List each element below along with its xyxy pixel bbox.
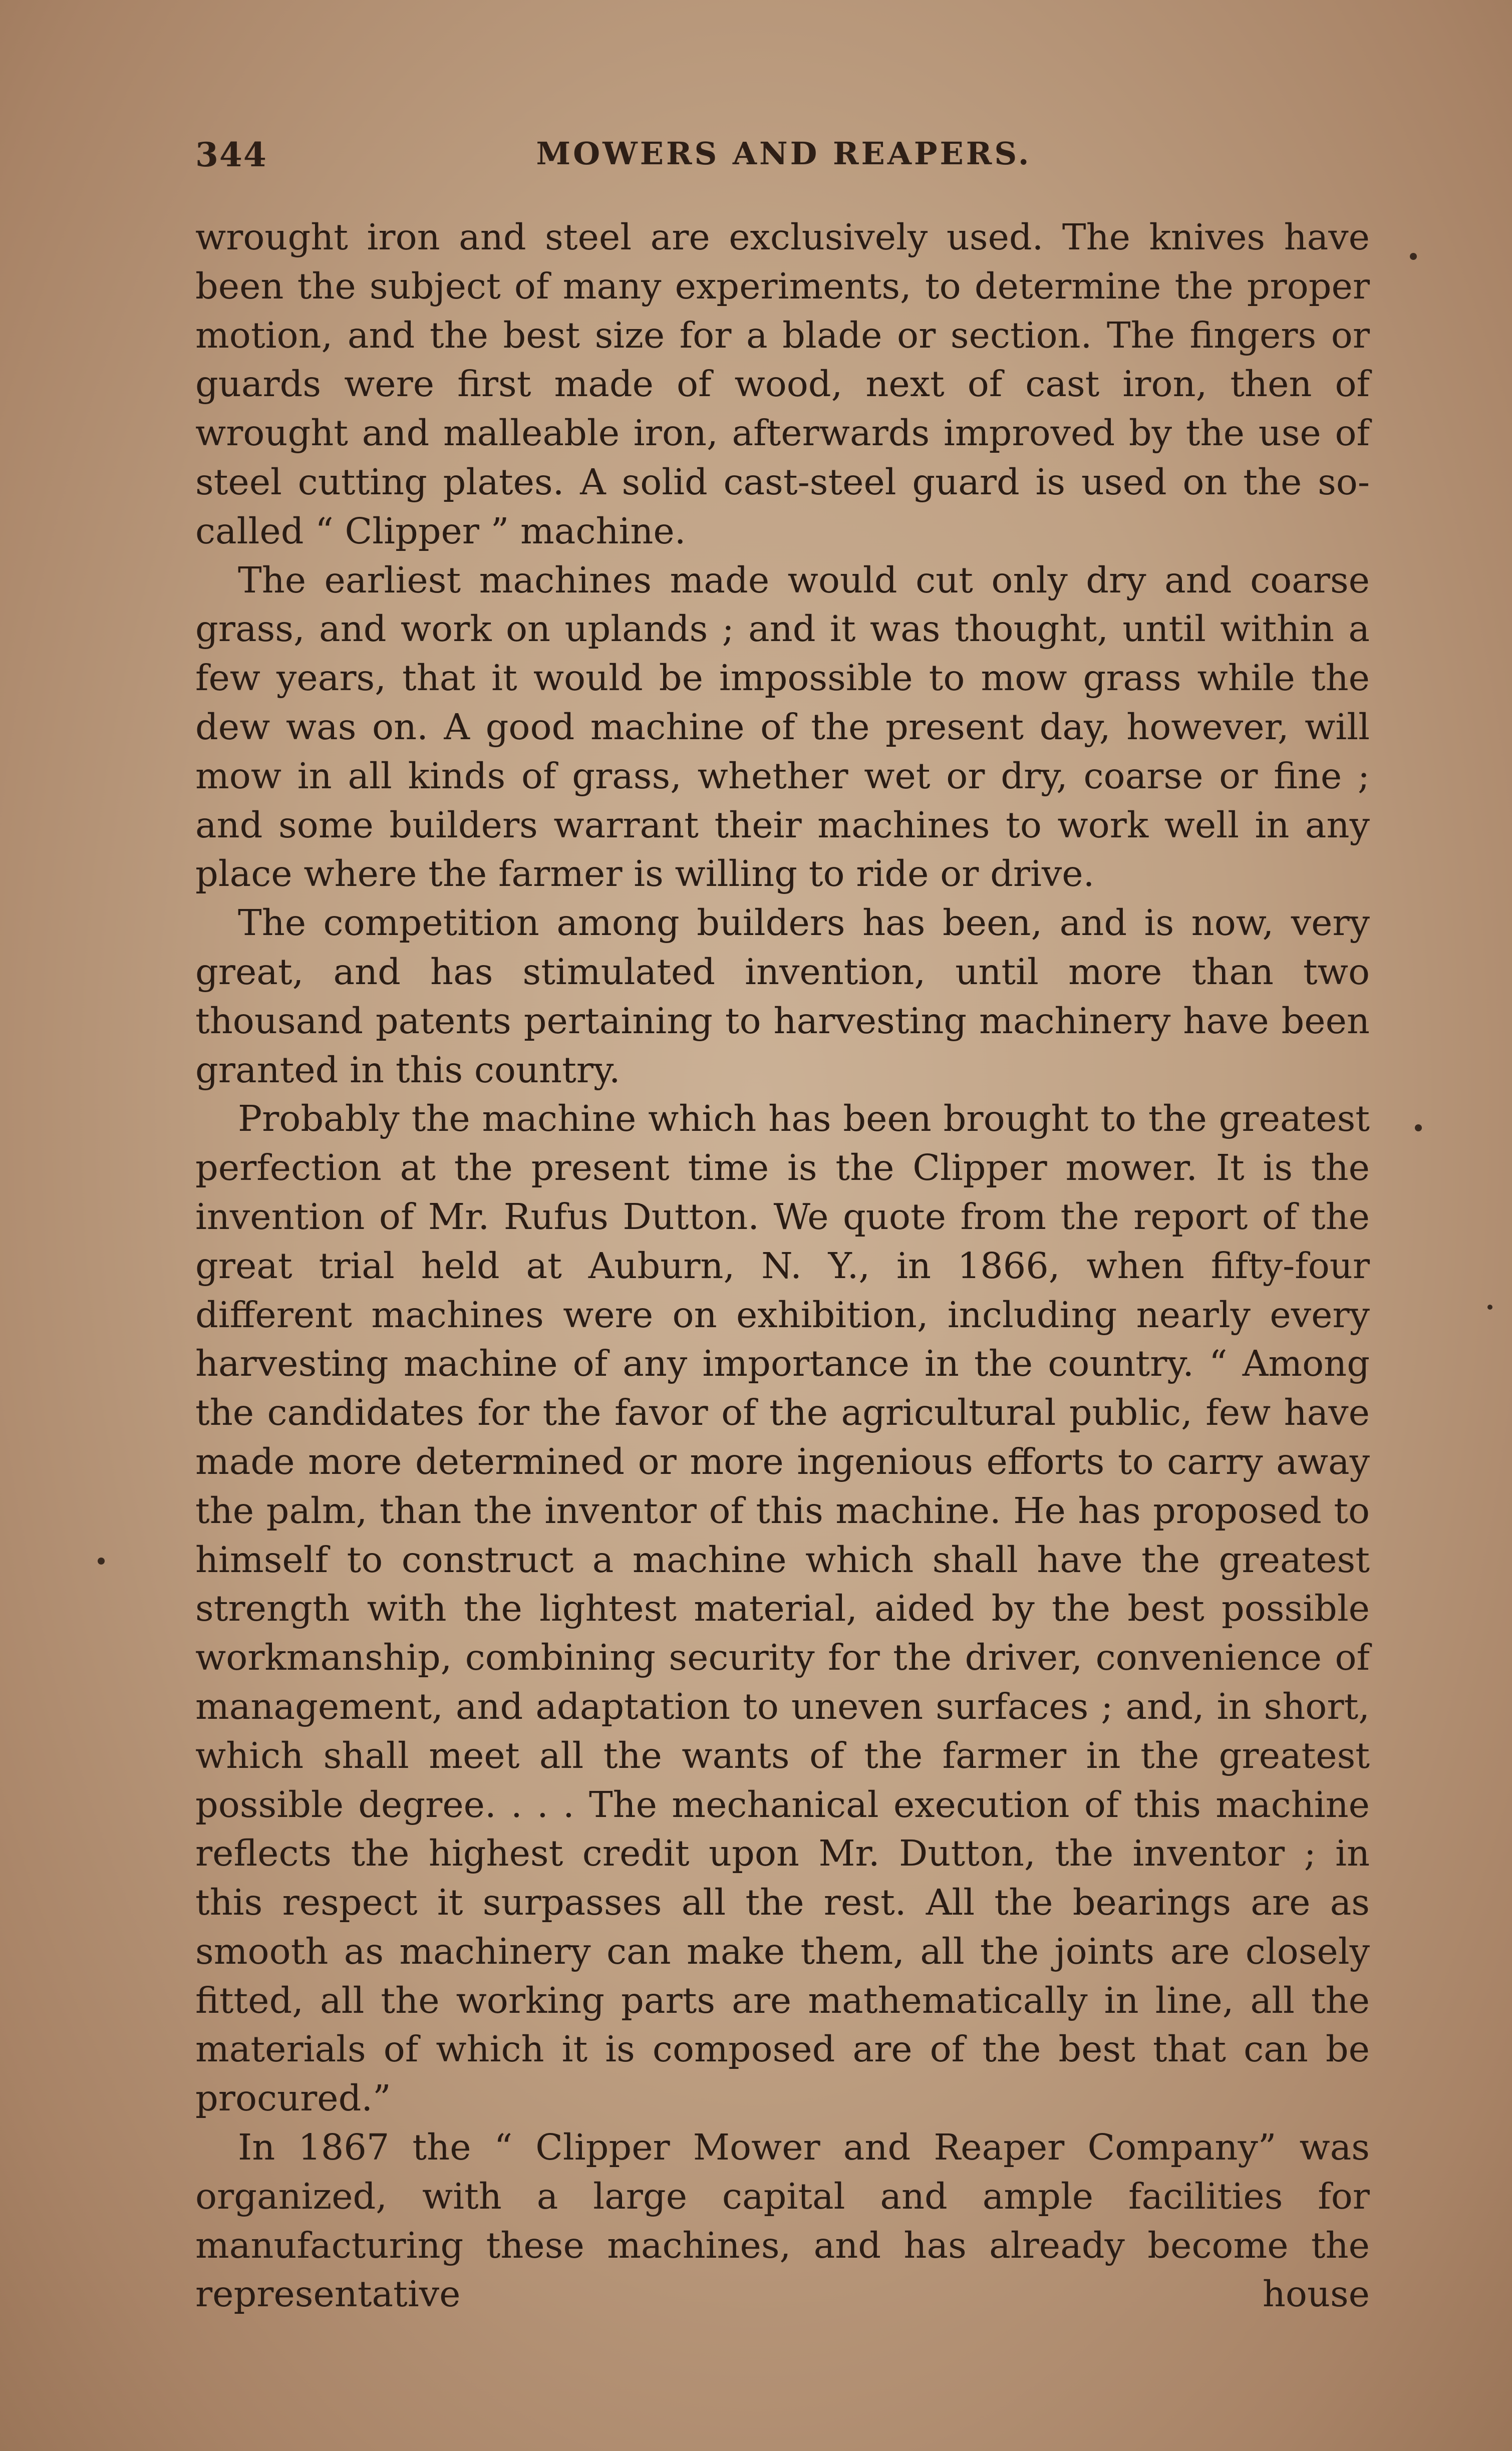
paragraph-clipper-company: In 1867 the “ Clipper Mower and Reaper Company” was organized, with a large capital and ample facilities for manufacturing these machines, and has already become the representative house xyxy=(195,2126,1370,2315)
page-header xyxy=(195,125,1372,185)
running-title: MOWERS AND REAPERS. xyxy=(536,135,1032,172)
page-number: 344 xyxy=(195,135,267,174)
body-text xyxy=(195,213,1370,2319)
paper-speck xyxy=(98,1558,105,1565)
paper-speck xyxy=(1415,1124,1422,1131)
paper-speck xyxy=(1410,253,1417,260)
paragraph-competition: The competition among builders has been, and is now, very great, and has stimulated invention, until more than two thousand patents pertaining to harvesting machinery have been granted in this country. xyxy=(195,902,1370,1091)
paper-speck xyxy=(1487,1305,1492,1310)
paragraph-knives-and-guards: wrought iron and steel are exclusively used. The knives have been the subject of many experiments, to determine the proper motion, and the best size for a blade or section. The fingers or guards were first made of wood, next of cast iron, then of wrought and malleable iron, afterwards improved by the use of steel cutting plates. A solid cast-steel guard is used on the so-called “ Clipper ” machine. xyxy=(195,216,1370,552)
paragraph-clipper-mower: Probably the machine which has been brought to the greatest perfection at the present time is the Clipper mower. It is the invention of Mr. Rufus Dutton. We quote from the report of the great trial held at Auburn, N. Y., in 1866, when fifty-four different machines were on exhibition, including nearly every harvesting machine of any importance in the country. “ Among the candidates for the favor of the agricultural public, few have made more determined or more ingenious efforts to carry away the palm, than the inventor of this machine. He has proposed to himself to construct a machine which shall have the greatest strength with the lightest material, aided by the best possible workmanship, combining security for the driver, convenience of management, and adaptation to uneven surfaces ; and, in short, which shall meet all the wants of the farmer in the greatest possible degree. . . . The mechanical execution of this machine reflects the highest credit upon Mr. Dutton, the inventor ; in this respect it surpasses all the rest. All the bearings are as smooth as machinery can make them, all the joints are closely fitted, all the working parts are mathematically in line, all the materials of which it is composed are of the best that can be procured.” xyxy=(195,1098,1370,2119)
paragraph-earliest-machines: The earliest machines made would cut only dry and coarse grass, and work on uplands ; and it was thought, until within a few years, that it would be impossible to mow grass while the dew was on. A good machine of the present day, however, will mow in all kinds of grass, whether wet or dry, coarse or fine ; and some builders warrant their machines to work well in any place where the farmer is willing to ride or drive. xyxy=(195,559,1370,895)
